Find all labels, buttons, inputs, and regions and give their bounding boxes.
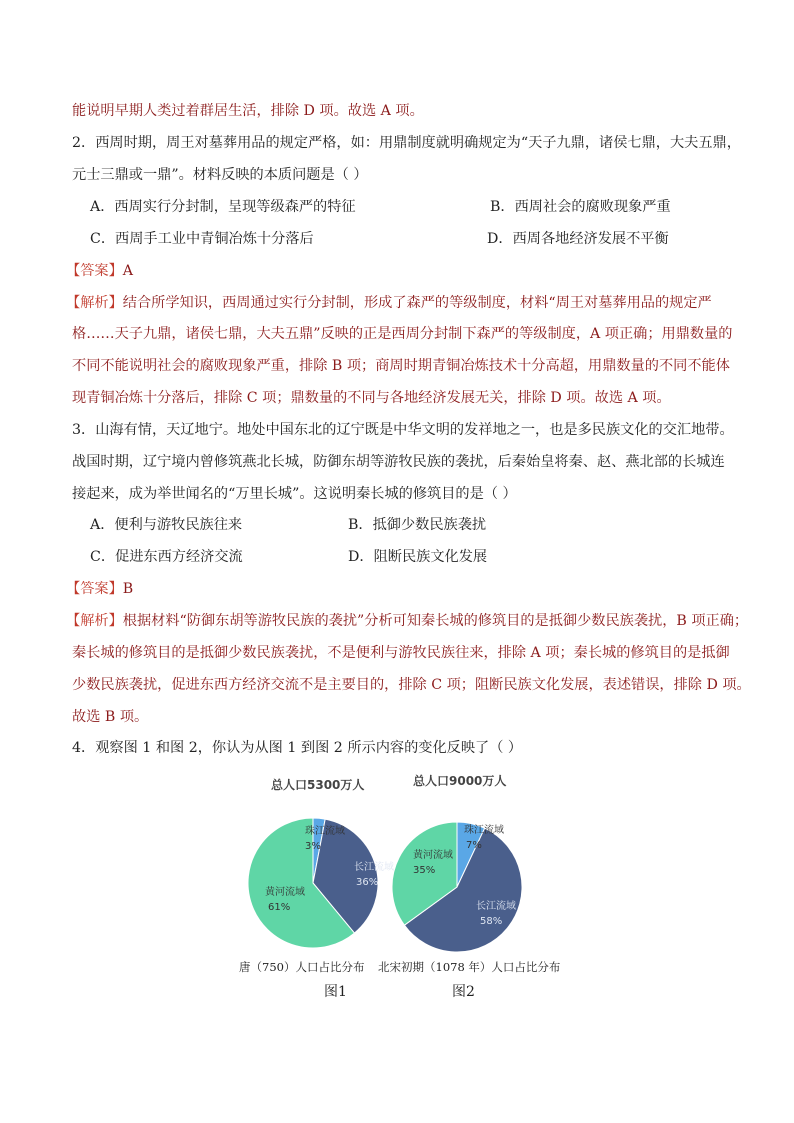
- q2-option-b: B．西周社会的腐败现象严重: [490, 199, 671, 215]
- q2-analysis-line-4: 现青铜冶炼十分落后，排除 C 项；鼎数量的不同与各地经济发展无关，排除 D 项。故选 A 项。: [72, 390, 671, 406]
- figure-1-label: 图1: [324, 984, 347, 1000]
- q3-analysis-line-2: 秦长城的修筑目的是抵御少数民族袭扰，不是便利与游牧民族往来，排除 A 项；秦长城的修筑目的是抵御: [72, 645, 730, 661]
- q3-stem-line-1: 3．山海有情，天辽地宁。地处中国东北的辽宁既是中华文明的发祥地之一，也是多民族文化的交汇地带。: [72, 422, 734, 438]
- q3-analysis-tag: 【解析】: [66, 613, 123, 629]
- q2-option-d: D．西周各地经济发展不平衡: [487, 231, 669, 247]
- q2-answer-value: A: [122, 263, 134, 279]
- chart1-slice-label-2: 黄河流域: [265, 887, 305, 898]
- chart1-caption: 唐（750）人口占比分布: [239, 960, 365, 974]
- q2-analysis-line-2: 格……天子九鼎，诸侯七鼎，大夫五鼎”反映的正是西周分封制下森严的等级制度，A 项正确；用鼎数量的: [72, 326, 733, 342]
- q3-analysis-text-1: 根据材料“防御东胡等游牧民族的袭扰”分析可知秦长城的修筑目的是抵御少数民族袭扰，B 项正确；: [122, 613, 749, 629]
- q2-analysis-text-1: 结合所学知识，西周通过实行分封制，形成了森严的等级制度，材料“周王对墓葬用品的规定严: [122, 295, 712, 311]
- q2-option-a: A．西周实行分封制，呈现等级森严的特征: [90, 199, 356, 215]
- chart2-caption: 北宋初期（1078 年）人口占比分布: [378, 960, 561, 974]
- intro-analysis-line: 能说明早期人类过着群居生活，排除 D 项。故选 A 项。: [72, 103, 424, 119]
- chart1-slice-pct-2: 61%: [268, 902, 291, 913]
- q3-option-b: B．抵御少数民族袭扰: [348, 517, 487, 533]
- chart2-slice-pct-1: 58%: [480, 916, 503, 927]
- q2-stem-line-1: 2．西周时期，周王对墓葬用品的规定严格，如：用鼎制度就明确规定为“天子九鼎，诸侯七鼎，大夫五鼎，: [72, 135, 741, 151]
- q3-stem-line-2: 战国时期，辽宁境内曾修筑燕北长城，防御东胡等游牧民族的袭扰，后秦始皇将秦、赵、燕北部的长城连: [72, 454, 725, 470]
- q3-analysis-line-3: 少数民族袭扰，促进东西方经济交流不是主要目的，排除 C 项；阻断民族文化发展，表述错误，排除 D 项。: [72, 677, 751, 693]
- chart1-slice-pct-0: 3%: [305, 841, 321, 852]
- q3-analysis-line-1: [66, 611, 748, 631]
- chart2-slice-pct-2: 35%: [413, 865, 436, 876]
- q3-option-a: A．便利与游牧民族往来: [90, 517, 243, 533]
- chart2-slice-pct-0: 7%: [466, 840, 482, 851]
- chart1-slice-label-1: 长江流域: [354, 862, 394, 873]
- q3-stem-line-3: 接起来，成为举世闻名的“万里长城”。这说明秦长城的修筑目的是（ ）: [72, 486, 517, 502]
- q3-answer-value: B: [122, 581, 134, 597]
- chart2-slice-label-1: 长江流域: [476, 901, 516, 912]
- q2-analysis-line-3: 不同不能说明社会的腐败现象严重，排除 B 项；商周时期青铜冶炼技术十分高超，用鼎数量的不同不能体: [72, 358, 730, 374]
- pie-charts: [0, 800, 794, 980]
- figure-2-label: 图2: [452, 984, 475, 1000]
- q2-stem-line-2: 元士三鼎或一鼎”。材料反映的本质问题是（ ）: [72, 167, 368, 183]
- chart2-title: 总人口9000万人: [413, 774, 507, 788]
- q2-analysis-tag: 【解析】: [66, 295, 123, 311]
- q2-analysis-line-1: [66, 293, 712, 313]
- q2-option-c: C．西周手工业中青铜冶炼十分落后: [90, 231, 314, 247]
- chart1-slice-pct-1: 36%: [356, 877, 379, 888]
- q3-answer: [66, 579, 133, 599]
- q3-answer-tag: 【答案】: [66, 581, 123, 597]
- chart2-slice-label-2: 黄河流域: [413, 850, 453, 861]
- q2-answer-tag: 【答案】: [66, 263, 123, 279]
- q3-option-d: D．阻断民族文化发展: [348, 549, 488, 565]
- q4-stem: 4．观察图 1 和图 2，你认为从图 1 到图 2 所示内容的变化反映了（ ）: [72, 740, 523, 756]
- q2-answer: [66, 261, 133, 281]
- q3-analysis-line-4: 故选 B 项。: [72, 709, 149, 725]
- chart1-slice-label-0: 珠江流域: [305, 826, 345, 837]
- chart2-slice-label-0: 珠江流域: [464, 825, 504, 836]
- chart1-title: 总人口5300万人: [271, 778, 365, 792]
- q3-option-c: C．促进东西方经济交流: [90, 549, 243, 565]
